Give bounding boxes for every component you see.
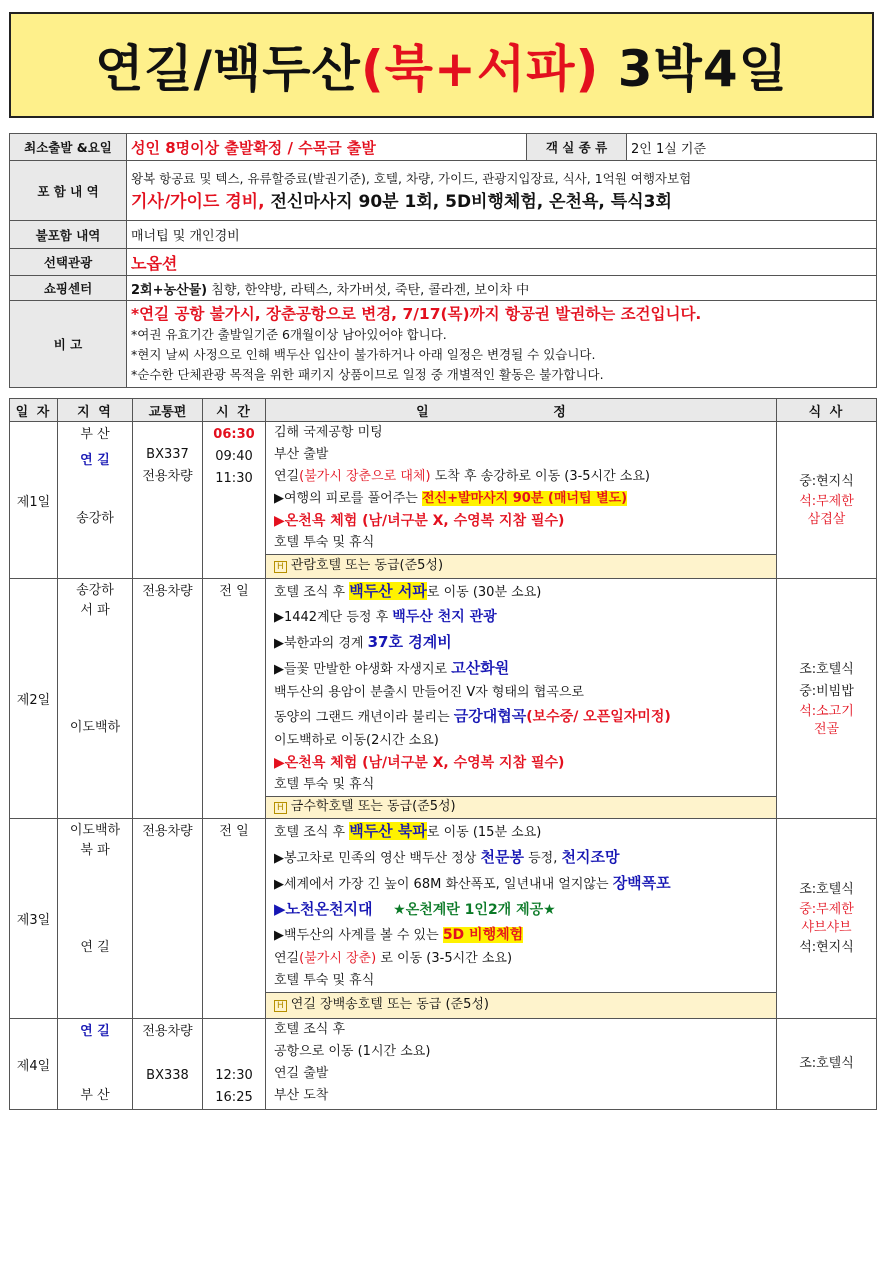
day2-s4 <box>274 656 768 682</box>
day3-s5 <box>274 923 768 948</box>
day3-vehicle: 전용차량 <box>142 824 193 839</box>
included-line2-rest: 전신마사지 90분 1회, 5D비행체험, 온천욕, 특식3회 <box>270 191 672 212</box>
day4-flight: BX338 <box>146 1068 189 1083</box>
day3-s2c: 등정, <box>528 851 558 866</box>
day3-s3b: 장백폭포 <box>612 874 671 892</box>
title-part1: 연길/백두산 <box>95 40 361 98</box>
schedule-table <box>9 398 877 1110</box>
day3-meal1: 조:호텔식 <box>799 881 854 897</box>
day2-s8: ▶온천욕 체험 (남/녀구분 X, 수영복 지참 필수) <box>274 755 565 771</box>
day4-region1: 연 길 <box>80 1024 110 1039</box>
day3-s1 <box>274 819 768 845</box>
day2-s6c: (보수중/ 오픈일자미정) <box>526 709 671 725</box>
day4-meal1: 조:호텔식 <box>799 1056 854 1071</box>
day1-s2: 부산 출발 <box>274 447 329 462</box>
day3-hotel <box>266 992 776 1018</box>
day1-vehicle: 전용차량 <box>142 469 193 484</box>
day2-hotel-text: 금수학호텔 또는 동급(준5성) <box>290 799 456 814</box>
shopping-label: 쇼핑센터 <box>10 276 127 301</box>
day2-s2 <box>274 605 768 630</box>
day3-s2 <box>274 845 768 871</box>
shopping-items: 침향, 한약방, 라텍스, 차가버섯, 죽탄, 콜라겐, 보이차 中 <box>211 282 530 298</box>
day1-region1: 부 산 <box>80 427 110 442</box>
included-label: 포 함 내 역 <box>10 161 127 221</box>
title-part3: 3박4일 <box>617 40 788 98</box>
day2-meal2: 중:비빔밥 <box>799 683 854 699</box>
notes-value <box>127 301 877 388</box>
day2-region3: 이도백하 <box>69 720 121 735</box>
day3-s2d: 천지조망 <box>561 848 620 866</box>
day2-s3b: 37호 경계비 <box>367 633 452 651</box>
day1-time1: 06:30 <box>213 427 255 442</box>
day4-vehicle: 전용차량 <box>142 1024 193 1039</box>
day3-region2: 북 파 <box>80 843 110 858</box>
day2-s2a: ▶1442계단 등정 후 <box>274 610 389 625</box>
day2-schedule <box>266 579 777 819</box>
day3-s5a: ▶백두산의 사계를 볼 수 있는 <box>274 928 439 943</box>
day3-s4 <box>274 897 768 923</box>
day1-row <box>10 422 877 579</box>
room-type-value: 2인 1실 기준 <box>627 134 877 161</box>
included-line2-red: 기사/가이드 경비, <box>131 191 265 212</box>
day2-hotel <box>266 796 776 818</box>
day2-region2: 서 파 <box>80 603 110 618</box>
day1-time <box>203 422 266 579</box>
day1-meal3: 삼겹살 <box>807 512 846 527</box>
day2-meal <box>777 579 877 819</box>
title-part2: (북+서파) <box>360 40 600 98</box>
day2-region1: 송강하 <box>76 583 114 598</box>
day2-meal3: 석:소고기 <box>799 703 854 719</box>
day2-row <box>10 579 877 819</box>
header-time: 시 간 <box>203 399 266 422</box>
day2-s6b: 금강대협곡 <box>453 707 527 725</box>
day1-s3c: 도착 후 송강하로 이동 (3-5시간 소요) <box>434 469 650 484</box>
day4-transport <box>133 1019 203 1110</box>
day3-meal2: 중:무제한 <box>799 901 854 917</box>
day1-s3 <box>274 466 768 488</box>
day1-s3a: 연길 <box>274 469 300 484</box>
day4-s3: 연길 출발 <box>274 1066 329 1081</box>
shopping-value <box>127 276 877 301</box>
day1-region <box>58 422 133 579</box>
day1-time3: 11:30 <box>215 471 253 486</box>
day2-s7: 이도백하로 이동(2시간 소요) <box>274 733 439 748</box>
day2-s1 <box>274 579 768 605</box>
note-line1: *연길 공항 불가시, 장춘공항으로 변경, 7/17(목)까지 항공권 발권하는 조건입니다. <box>131 305 702 323</box>
day3-schedule <box>266 819 777 1019</box>
day2-s4b: 고산화원 <box>451 659 510 677</box>
day4-schedule <box>266 1019 777 1110</box>
hotel-icon: H <box>274 802 287 814</box>
day3-s6c: 로 이동 (3-5시간 소요) <box>380 951 513 966</box>
min-departure-value: 성인 8명이상 출발확정 / 수목금 출발 <box>127 134 527 161</box>
day3-s1b: 백두산 북파 <box>349 822 427 840</box>
day3-time <box>203 819 266 1019</box>
day1-s6: 호텔 투숙 및 휴식 <box>274 535 375 550</box>
day1-hotel-text: 관람호텔 또는 동급(준5성) <box>290 558 444 573</box>
title-banner <box>9 12 874 118</box>
day1-s5: ▶온천욕 체험 (남/녀구분 X, 수영복 지참 필수) <box>274 513 565 529</box>
header-schedule: 일 정 <box>266 399 777 422</box>
day1-label: 제1일 <box>10 422 58 579</box>
hotel-icon: H <box>274 1000 287 1012</box>
day4-time2: 16:25 <box>215 1090 253 1105</box>
included-line1: 왕복 항공료 및 텍스, 유류할증료(발권기준), 호텔, 차량, 가이드, 관광지입장료, 식사, 1억원 여행자보험 <box>131 170 692 186</box>
day1-hotel <box>266 554 776 578</box>
excluded-label: 불포함 내역 <box>10 221 127 249</box>
day4-region <box>58 1019 133 1110</box>
day3-row <box>10 819 877 1019</box>
header-meal: 식 사 <box>777 399 877 422</box>
day2-s9: 호텔 투숙 및 휴식 <box>274 777 375 792</box>
day3-s1a: 호텔 조식 후 <box>274 825 346 840</box>
header-day: 일 자 <box>10 399 58 422</box>
day1-s4 <box>274 488 768 510</box>
day4-label: 제4일 <box>10 1019 58 1110</box>
day2-s1b: 백두산 서파 <box>349 582 427 600</box>
day2-s6 <box>274 704 768 730</box>
day4-time <box>203 1019 266 1110</box>
hotel-icon: H <box>274 561 287 573</box>
day1-meal <box>777 422 877 579</box>
day3-s4b: ★온천계란 1인2개 제공★ <box>393 902 556 918</box>
day2-transport <box>133 579 203 819</box>
day3-s1c: 로 이동 (15분 소요) <box>426 825 542 840</box>
day3-time1: 전 일 <box>219 824 249 839</box>
day2-s3 <box>274 630 768 656</box>
shopping-count: 2회+농산물) <box>131 282 208 298</box>
day3-s7: 호텔 투숙 및 휴식 <box>274 973 375 988</box>
day3-label: 제3일 <box>10 819 58 1019</box>
day3-s6a: 연길 <box>274 951 300 966</box>
day3-s4a: ▶노천온천지대 <box>274 900 373 918</box>
day4-row <box>10 1019 877 1110</box>
day2-label: 제2일 <box>10 579 58 819</box>
day3-s2a: ▶봉고차로 민족의 영산 백두산 정상 <box>274 851 477 866</box>
optional-tour-label: 선택관광 <box>10 249 127 276</box>
day2-time <box>203 579 266 819</box>
day3-meal <box>777 819 877 1019</box>
day1-region3: 송강하 <box>76 511 114 526</box>
day3-s6 <box>274 948 768 970</box>
optional-tour-value: 노옵션 <box>127 249 877 276</box>
included-value <box>127 161 877 221</box>
day1-s4a: ▶여행의 피로를 풀어주는 <box>274 491 418 506</box>
day4-s2: 공항으로 이동 (1시간 소요) <box>274 1044 431 1059</box>
day2-region <box>58 579 133 819</box>
day2-s3a: ▶북한과의 경계 <box>274 636 364 651</box>
notes-label: 비 고 <box>10 301 127 388</box>
day2-s4a: ▶들꽃 만발한 야생화 자생지로 <box>274 662 448 677</box>
day3-transport <box>133 819 203 1019</box>
day1-transport <box>133 422 203 579</box>
note-line2: *여권 유효기간 출발일기준 6개월이상 남아있어야 합니다. <box>131 327 447 342</box>
header-region: 지 역 <box>58 399 133 422</box>
info-table <box>9 133 877 388</box>
room-type-label: 객 실 종 류 <box>527 134 627 161</box>
day3-s2b: 천문봉 <box>480 848 524 866</box>
day2-s2b: 백두산 천지 관광 <box>392 609 497 625</box>
day3-meal4: 석:현지식 <box>799 939 854 955</box>
day3-region3: 연 길 <box>80 940 110 955</box>
day2-meal1: 조:호텔식 <box>799 661 854 677</box>
day1-meal2: 석:무제한 <box>799 494 854 509</box>
day1-meal1: 중:현지식 <box>799 474 854 489</box>
day1-flight: BX337 <box>146 447 189 462</box>
note-line4: *순수한 단체관광 목적을 위한 패키지 상품이므로 일정 중 개별적인 활동은 불가합니다. <box>131 367 604 382</box>
excluded-value: 매너팁 및 개인경비 <box>127 221 877 249</box>
header-transport: 교통편 <box>133 399 203 422</box>
day4-meal <box>777 1019 877 1110</box>
day4-time1: 12:30 <box>215 1068 253 1083</box>
day2-s6a: 동양의 그랜드 캐년이라 불리는 <box>274 710 450 725</box>
day3-meal3: 샤브샤브 <box>801 919 852 935</box>
day2-time1: 전 일 <box>219 584 249 599</box>
day2-meal4: 전골 <box>813 721 840 737</box>
day3-s6b: (불가시 장춘) <box>299 951 377 966</box>
day1-s3b: (불가시 장춘으로 대체) <box>299 469 431 484</box>
day4-s1: 호텔 조식 후 <box>274 1022 346 1037</box>
day1-s4b: 전신+발마사지 90분 (매너팁 별도) <box>421 491 628 506</box>
day3-s5b: 5D 비행체험 <box>442 927 524 943</box>
day3-s3a: ▶세계에서 가장 긴 높이 68M 화산폭포, 일년내내 얼지않는 <box>274 877 609 892</box>
day1-time2: 09:40 <box>215 449 253 464</box>
min-departure-label: 최소출발 &요일 <box>10 134 127 161</box>
day2-s1a: 호텔 조식 후 <box>274 585 346 600</box>
day1-s1: 김해 국제공항 미팅 <box>274 425 383 440</box>
day4-s4: 부산 도착 <box>274 1088 329 1103</box>
day3-s3 <box>274 871 768 897</box>
note-line3: *현지 날씨 사정으로 인해 백두산 입산이 불가하거나 아래 일정은 변경될 수 있습니다. <box>131 347 596 362</box>
day1-region2: 연 길 <box>80 453 110 468</box>
day3-region1: 이도백하 <box>69 823 121 838</box>
day2-s5: 백두산의 용암이 분출시 만들어진 V자 형태의 협곡으로 <box>274 685 584 700</box>
day4-region2: 부 산 <box>80 1088 110 1103</box>
day2-vehicle: 전용차량 <box>142 584 193 599</box>
day3-hotel-text: 연길 장백송호텔 또는 동급 (준5성) <box>290 997 489 1012</box>
page-title <box>95 29 788 101</box>
day3-region <box>58 819 133 1019</box>
day1-schedule <box>266 422 777 579</box>
day2-s1c: 로 이동 (30분 소요) <box>426 585 542 600</box>
